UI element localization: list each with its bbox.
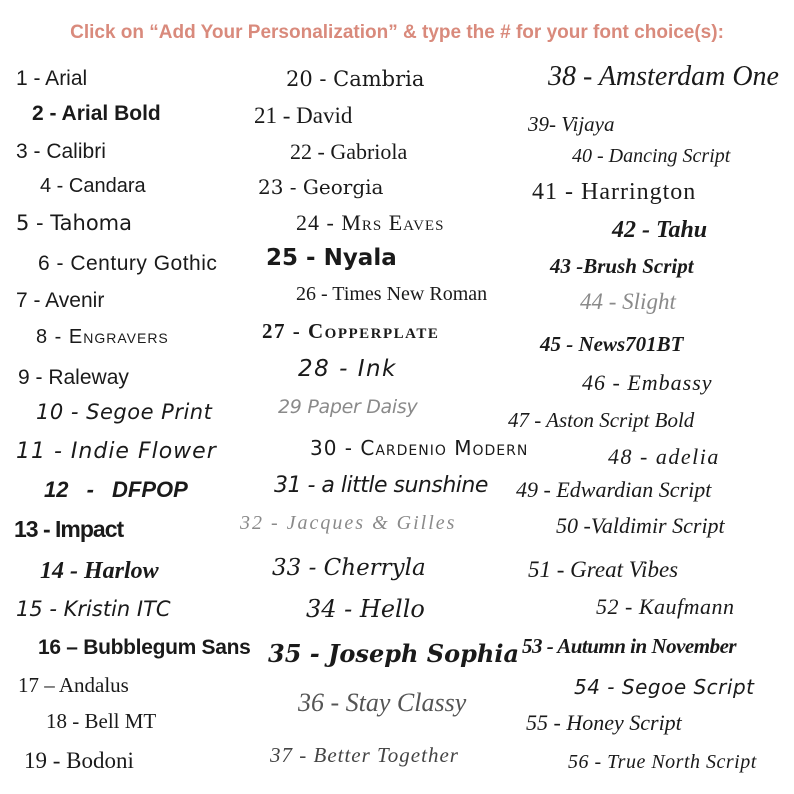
font-option-50: 50 -Valdimir Script — [556, 513, 725, 538]
font-option-38: 38 - Amsterdam One — [548, 61, 779, 92]
font-option-7: 7 - Avenir — [16, 289, 105, 312]
font-option-26: 26 - Times New Roman — [296, 283, 488, 305]
font-option-18: 18 - Bell MT — [46, 709, 157, 733]
font-option-41: 41 - Harrington — [532, 179, 697, 205]
font-option-37: 37 - Better Together — [270, 743, 459, 767]
font-option-2: 2 - Arial Bold — [32, 102, 161, 125]
font-option-56: 56 - True North Script — [568, 751, 757, 773]
font-option-34: 34 - Hello — [306, 595, 425, 623]
font-option-20: 20 - Cambria — [286, 67, 425, 91]
font-option-36: 36 - Stay Classy — [298, 688, 467, 717]
font-option-14: 14 - Harlow — [40, 558, 159, 584]
font-option-21: 21 - David — [254, 103, 353, 128]
font-option-39: 39- Vijaya — [528, 112, 615, 136]
font-option-51: 51 - Great Vibes — [528, 557, 679, 582]
font-option-40: 40 - Dancing Script — [572, 145, 731, 167]
font-option-55: 55 - Honey Script — [526, 710, 682, 735]
font-option-17: 17 – Andalus — [18, 673, 129, 697]
font-option-52: 52 - Kaufmann — [596, 594, 735, 619]
font-option-32: 32 - Jacques & Gilles — [240, 512, 457, 534]
font-option-30: 30 - Cardenio Modern — [310, 436, 529, 460]
font-option-54: 54 - Segoe Script — [574, 675, 755, 699]
font-option-25: 25 - Nyala — [266, 245, 397, 271]
font-option-48: 48 - adelia — [608, 444, 720, 469]
font-option-42: 42 - Tahu — [612, 217, 708, 243]
font-option-29: 29 Paper Daisy — [278, 396, 418, 418]
font-option-24: 24 - Mrs Eaves — [296, 210, 445, 235]
font-option-23: 23 - Georgia — [258, 175, 384, 199]
font-option-28: 28 - Ink — [298, 356, 397, 382]
font-option-9: 9 - Raleway — [18, 366, 129, 389]
font-option-13: 13 - Impact — [14, 516, 124, 542]
font-option-44: 44 - Slight — [580, 289, 676, 314]
font-option-12: 12 - DFPOP — [44, 477, 188, 502]
font-option-31: 31 - a little sunshine — [274, 473, 488, 498]
font-option-5: 5 - Tahoma — [16, 211, 132, 235]
font-option-35: 35 - Joseph Sophia — [268, 639, 520, 668]
font-option-1: 1 - Arial — [16, 67, 88, 90]
font-option-27: 27 - Copperplate — [262, 319, 440, 343]
font-option-22: 22 - Gabriola — [290, 139, 408, 164]
font-option-8: 8 - Engravers — [36, 326, 169, 348]
font-option-33: 33 - Cherryla — [272, 555, 426, 581]
font-option-10: 10 - Segoe Print — [36, 400, 213, 424]
instruction-header: Click on “Add Your Personalization” & type the # for your font choice(s): — [70, 22, 724, 43]
font-option-4: 4 - Candara — [40, 175, 146, 197]
font-option-46: 46 - Embassy — [582, 370, 713, 395]
font-option-3: 3 - Calibri — [16, 140, 106, 163]
font-option-53: 53 - Autumn in November — [522, 634, 737, 658]
font-option-6: 6 - Century Gothic — [38, 252, 218, 275]
font-option-19: 19 - Bodoni — [24, 748, 134, 773]
font-option-49: 49 - Edwardian Script — [516, 477, 712, 502]
font-option-45: 45 - News701BT — [540, 332, 684, 356]
font-option-43: 43 -Brush Script — [550, 254, 694, 278]
font-option-11: 11 - Indie Flower — [16, 439, 217, 464]
font-option-47: 47 - Aston Script Bold — [508, 408, 695, 432]
font-option-15: 15 - Kristin ITC — [16, 597, 171, 621]
font-option-16: 16 – Bubblegum Sans — [38, 636, 251, 659]
